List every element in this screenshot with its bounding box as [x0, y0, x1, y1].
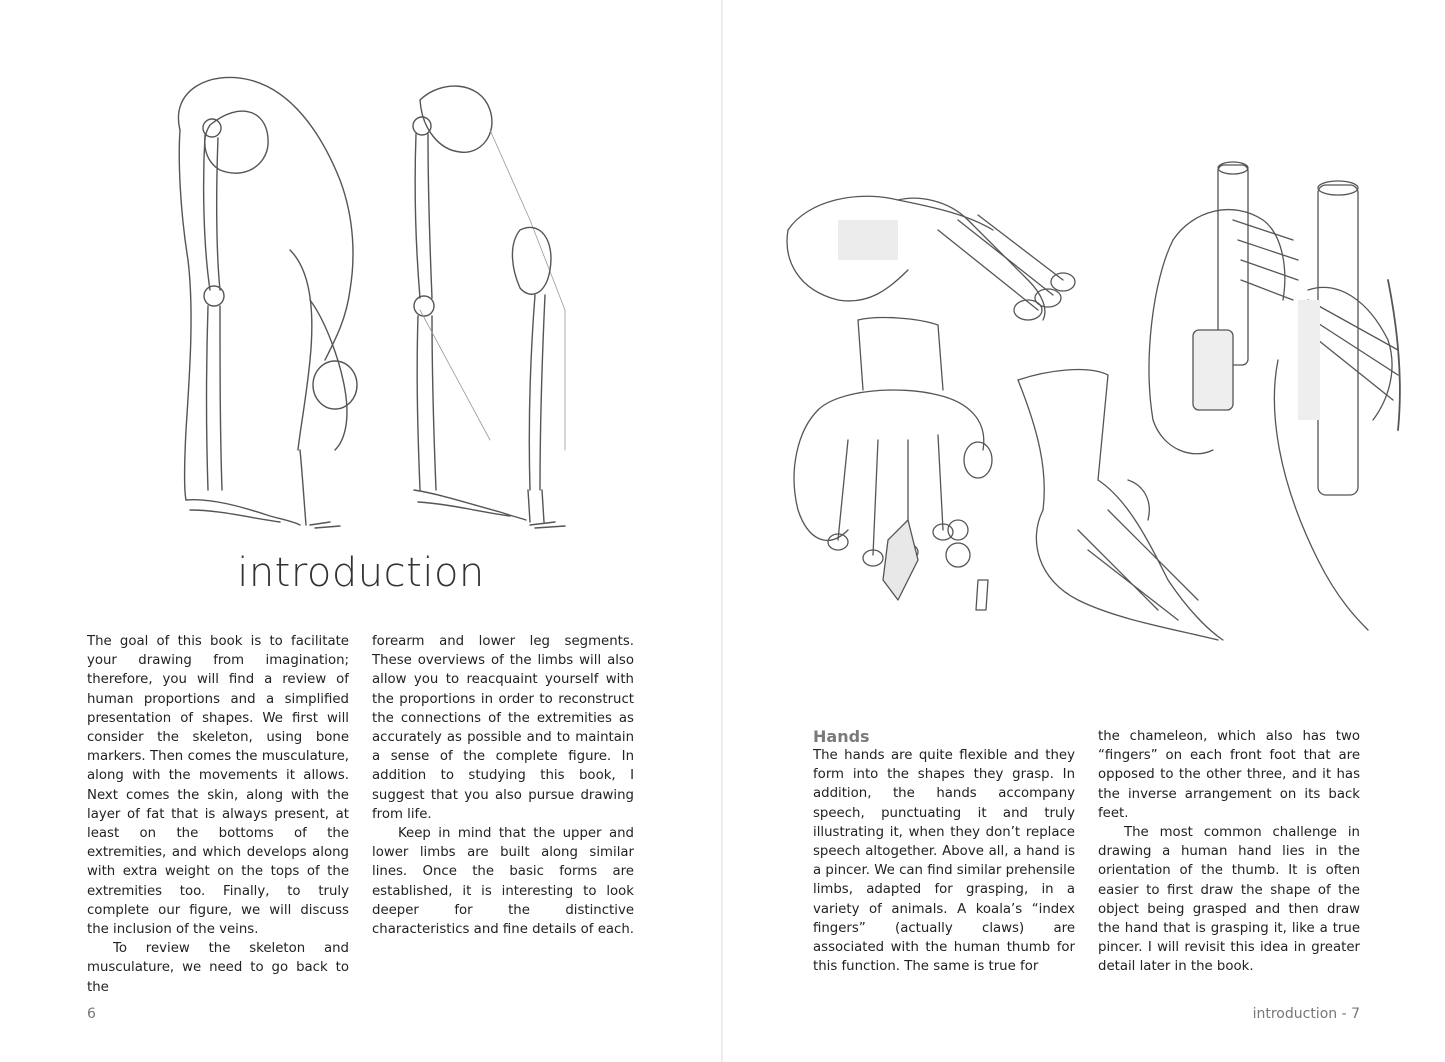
bending-skeleton	[413, 86, 565, 528]
left-column-2	[372, 632, 634, 939]
left-column-1	[87, 632, 349, 997]
paragraph: To review the skeleton and musculature, we need to go back to the	[87, 941, 349, 995]
hand-sketch-reaching	[787, 196, 1075, 320]
chapter-title: introduction	[237, 550, 485, 596]
page-number-left: 6	[87, 1006, 96, 1022]
paragraph: The hands are quite flexible and they form into the shapes they grasp. In addition, the hands accompany speech, punctuating it and truly illustrating it, when they don’t replace speech altogether. Above all, a hand is a pincer. We can find similar prehensile limbs, adapted for grasping, in a variety of animals. A koala’s “index fingers” (actually claws) are associated with the human thumb for this function. The same is true for	[813, 748, 1075, 975]
section-heading: Hands	[813, 727, 870, 746]
paragraph: The goal of this book is to facilitate your drawing from imagination; therefore, you will find a review of human proportions and a simplified presentation of shapes. We first will consider the skeleton, using bone markers. Then comes the musculature, along with the movements it allows. Next comes the skin, along with the layer of fat that is always present, at least on the bottoms of the extremities, and which develops along with extra weight on the tops of the extremities too. Finally, to truly complete our figure, we will discuss the inclusion of the veins.	[87, 634, 349, 938]
page-number-right: introduction - 7	[1252, 1006, 1360, 1022]
right-page	[723, 0, 1445, 1062]
paragraph: the chameleon, which also has two “fingers” on each front foot that are opposed to the other three, and it has the inverse arrangement on its back feet.	[1098, 729, 1360, 821]
paragraph: The most common challenge in drawing a human hand lies in the orientation of the thumb. It is often easier to first draw the shape of the object being grasped and then draw the hand that is grasping it, like a true pincer. I will revisit this idea in greater detail later in the book.	[1098, 825, 1360, 975]
right-column-1	[813, 727, 1075, 976]
hand-sketch-pointing-down	[794, 318, 992, 566]
hand-sketch-gripping-tall-cylinder	[1274, 181, 1400, 630]
hand-sketch-holding-cylinder	[1149, 162, 1298, 454]
hands-sketches-illustration	[778, 160, 1418, 660]
bending-figure-with-flesh	[178, 77, 357, 528]
finger-detail-sketches	[883, 520, 988, 610]
paragraph: Keep in mind that the upper and lower limbs are built along similar lines. Once the basic forms are established, it is interesting to look deeper for the distinctive characteristics and fine details of each.	[372, 826, 634, 938]
skeleton-bending-illustration	[150, 70, 600, 540]
right-column-2	[1098, 727, 1360, 977]
left-page	[0, 0, 722, 1062]
hand-sketch-open-palm	[1018, 370, 1223, 640]
paragraph: forearm and lower leg segments. These overviews of the limbs will also allow you to reacquaint yourself with the proportions in order to reconstruct the connections of the extremities as accurately as possible and to maintain a sense of the complete figure. In addition to studying this book, I suggest that you also pursue drawing from life.	[372, 634, 634, 822]
